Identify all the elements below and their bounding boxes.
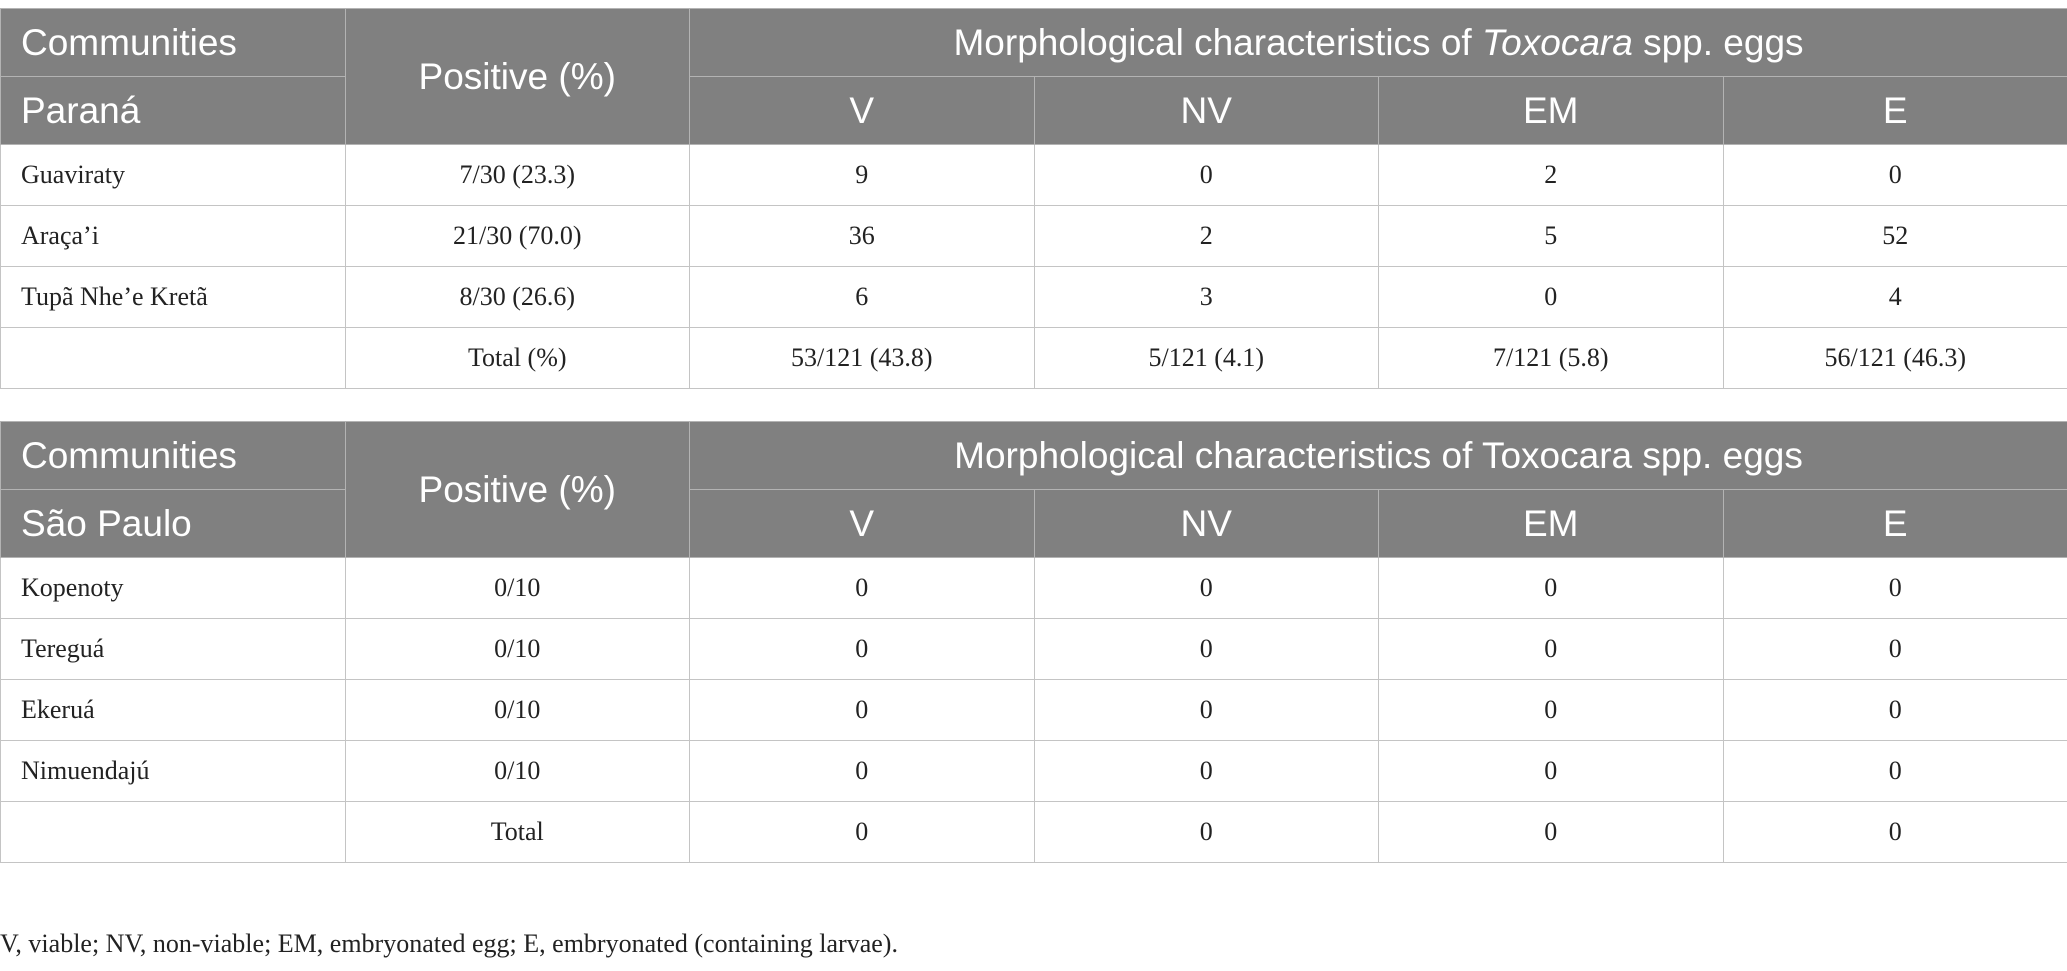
communities-header: Communities	[1, 422, 346, 490]
table-row	[1, 206, 2067, 267]
positive-cell: 7/30 (23.3)	[345, 145, 690, 206]
v-cell: 0	[690, 558, 1035, 619]
col-header-v: V	[690, 490, 1035, 558]
e-cell: 4	[1723, 267, 2067, 328]
nv-cell: 0	[1034, 680, 1379, 741]
e-cell: 0	[1723, 558, 2067, 619]
morphology-header: Morphological characteristics of Toxocara spp. eggs	[690, 9, 2067, 77]
positive-cell: 21/30 (70.0)	[345, 206, 690, 267]
positive-header: Positive (%)	[345, 422, 690, 558]
positive-cell: 8/30 (26.6)	[345, 267, 690, 328]
state-header: Paraná	[1, 77, 346, 145]
e-cell: 0	[1723, 741, 2067, 802]
nv-total-cell: 5/121 (4.1)	[1034, 328, 1379, 389]
total-label-cell: Total (%)	[345, 328, 690, 389]
v-cell: 0	[690, 741, 1035, 802]
subheader-row	[1, 490, 2067, 558]
col-header-nv: NV	[1034, 77, 1379, 145]
table-footnote: V, viable; NV, non-viable; EM, embryonated egg; E, embryonated (containing larvae).	[0, 929, 898, 958]
nv-cell: 0	[1034, 145, 1379, 206]
community-cell	[1, 328, 346, 389]
nv-total-cell: 0	[1034, 802, 1379, 863]
communities-header: Communities	[1, 9, 346, 77]
nv-cell: 0	[1034, 558, 1379, 619]
nv-cell: 0	[1034, 741, 1379, 802]
community-cell: Guaviraty	[1, 145, 346, 206]
table-row	[1, 145, 2067, 206]
em-cell: 5	[1379, 206, 1724, 267]
community-cell: Kopenoty	[1, 558, 346, 619]
header-row	[1, 9, 2067, 77]
col-header-em: EM	[1379, 490, 1724, 558]
positive-cell: 0/10	[345, 741, 690, 802]
positive-cell: 0/10	[345, 619, 690, 680]
table-row	[1, 558, 2067, 619]
positive-header: Positive (%)	[345, 9, 690, 145]
em-cell: 0	[1379, 741, 1724, 802]
sao-paulo-table	[0, 421, 2067, 863]
e-total-cell: 0	[1723, 802, 2067, 863]
total-row	[1, 802, 2067, 863]
total-label-cell: Total	[345, 802, 690, 863]
e-cell: 0	[1723, 680, 2067, 741]
v-cell: 36	[690, 206, 1035, 267]
v-cell: 6	[690, 267, 1035, 328]
em-total-cell: 0	[1379, 802, 1724, 863]
e-cell: 0	[1723, 619, 2067, 680]
col-header-e: E	[1723, 77, 2067, 145]
em-cell: 0	[1379, 619, 1724, 680]
header-row	[1, 422, 2067, 490]
v-total-cell: 53/121 (43.8)	[690, 328, 1035, 389]
em-cell: 0	[1379, 267, 1724, 328]
col-header-e: E	[1723, 490, 2067, 558]
community-cell: Tupã Nhe’e Kretã	[1, 267, 346, 328]
e-cell: 52	[1723, 206, 2067, 267]
parana-table	[0, 8, 2067, 389]
table-row	[1, 741, 2067, 802]
em-cell: 0	[1379, 558, 1724, 619]
total-row	[1, 328, 2067, 389]
state-header: São Paulo	[1, 490, 346, 558]
v-total-cell: 0	[690, 802, 1035, 863]
positive-cell: 0/10	[345, 558, 690, 619]
v-cell: 9	[690, 145, 1035, 206]
subheader-row	[1, 77, 2067, 145]
community-cell: Ekeruá	[1, 680, 346, 741]
nv-cell: 2	[1034, 206, 1379, 267]
community-cell: Nimuendajú	[1, 741, 346, 802]
table-row	[1, 267, 2067, 328]
e-total-cell: 56/121 (46.3)	[1723, 328, 2067, 389]
community-cell	[1, 802, 346, 863]
em-cell: 2	[1379, 145, 1724, 206]
nv-cell: 3	[1034, 267, 1379, 328]
em-total-cell: 7/121 (5.8)	[1379, 328, 1724, 389]
col-header-nv: NV	[1034, 490, 1379, 558]
positive-cell: 0/10	[345, 680, 690, 741]
community-cell: Araça’i	[1, 206, 346, 267]
col-header-v: V	[690, 77, 1035, 145]
col-header-em: EM	[1379, 77, 1724, 145]
nv-cell: 0	[1034, 619, 1379, 680]
em-cell: 0	[1379, 680, 1724, 741]
table-row	[1, 619, 2067, 680]
v-cell: 0	[690, 619, 1035, 680]
e-cell: 0	[1723, 145, 2067, 206]
community-cell: Tereguá	[1, 619, 346, 680]
morphology-header: Morphological characteristics of Toxocara spp. eggs	[690, 422, 2067, 490]
v-cell: 0	[690, 680, 1035, 741]
table-row	[1, 680, 2067, 741]
